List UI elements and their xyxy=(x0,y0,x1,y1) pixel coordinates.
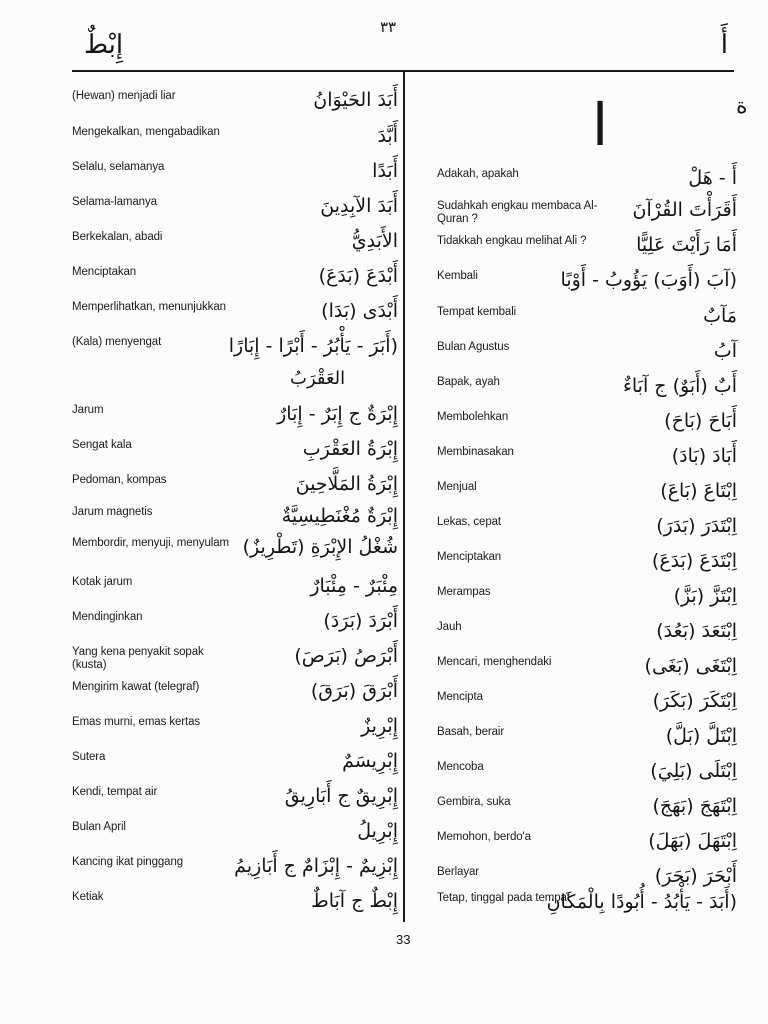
dictionary-entry xyxy=(72,502,398,534)
indonesian-meaning: Emas murni, emas kertas xyxy=(72,716,201,728)
arabic-word: إِبْرِيلُ xyxy=(357,820,398,842)
dictionary-entry xyxy=(437,687,737,719)
dictionary-entry xyxy=(437,827,737,859)
indonesian-meaning: (Kala) menyengat xyxy=(72,336,162,348)
dictionary-entry xyxy=(437,302,737,334)
dictionary-entry xyxy=(72,332,398,364)
dictionary-entry xyxy=(437,337,737,369)
indonesian-meaning: Lekas, cepat xyxy=(437,516,502,528)
dictionary-entry xyxy=(437,757,737,789)
arabic-word: مِئْبَرٌ - مِئْبَارٌ xyxy=(310,575,398,597)
dictionary-entry xyxy=(72,262,398,294)
indonesian-meaning: Bulan April xyxy=(72,821,126,833)
arabic-word: أَبْرَدَ (بَرَدَ) xyxy=(323,610,398,632)
dictionary-entry xyxy=(72,227,398,259)
dictionary-entry xyxy=(437,164,737,196)
dictionary-entry xyxy=(72,712,398,744)
arabic-word: اِبْتَعَدَ (بَعُدَ) xyxy=(656,620,737,642)
arabic-word: إِبْرِيسَمٌ xyxy=(342,750,398,772)
dictionary-entry xyxy=(437,407,737,439)
guide-word-right: أَ xyxy=(720,30,728,60)
arabic-word: اِبْتَزَّ (بَزَّ) xyxy=(673,585,737,607)
arabic-word: أَبَدًا xyxy=(372,160,398,182)
indonesian-meaning: Yang kena penyakit sopak (kusta) xyxy=(72,646,204,671)
arabic-word: (آبَ (أَوَبَ) يَؤُوبُ - أَوْبًا xyxy=(560,269,737,291)
arabic-word: أَبٌ (أَبَوٌ) ج آبَاءٌ xyxy=(622,375,737,397)
indonesian-meaning: Memperlihatkan, menunjukkan xyxy=(72,301,226,313)
dictionary-entry xyxy=(72,470,398,502)
dictionary-entry xyxy=(72,157,398,189)
dictionary-entry xyxy=(437,888,737,920)
indonesian-meaning: Bulan Agustus xyxy=(437,341,510,353)
dictionary-entry xyxy=(72,533,398,565)
arabic-word: اِبْتَغَى (بَغَى) xyxy=(644,655,737,677)
dictionary-entry xyxy=(72,572,398,604)
arabic-word: أَبَاحَ (بَاحَ) xyxy=(664,410,737,432)
arabic-word: اِبْتَكَرَ (بَكَرَ) xyxy=(652,690,737,712)
indonesian-meaning: Mengekalkan, mengabadikan xyxy=(72,126,220,138)
indonesian-meaning: Basah, berair xyxy=(437,726,505,738)
dictionary-entry xyxy=(72,86,398,118)
indonesian-meaning: Berkekalan, abadi xyxy=(72,231,163,243)
dictionary-entry xyxy=(437,477,737,509)
page-number: 33 xyxy=(396,932,411,947)
dictionary-entry xyxy=(437,582,737,614)
indonesian-meaning: Merampas xyxy=(437,586,491,598)
arabic-word: إِبْرَةُ المَلَّاحِينَ xyxy=(295,473,398,495)
arabic-word: أَ - هَلْ xyxy=(688,167,737,189)
arabic-word: الأَبَدِيُّ xyxy=(351,230,398,252)
dictionary-entry xyxy=(437,652,737,684)
indonesian-meaning: Gembira, suka xyxy=(437,796,511,808)
arabic-word: اِبْتَهَلَ (بَهَلَ) xyxy=(648,830,737,852)
indonesian-meaning: Menciptakan xyxy=(437,551,502,563)
indonesian-meaning: Tempat kembali xyxy=(437,306,517,318)
indonesian-meaning: Mencoba xyxy=(437,761,484,773)
indonesian-meaning: Pedoman, kompas xyxy=(72,474,167,486)
dictionary-entry xyxy=(437,231,737,263)
indonesian-meaning: Membinasakan xyxy=(437,446,514,458)
arabic-word: إِبْزِيمٌ - إِبْزَامٌ ج أَبَازِيمُ xyxy=(234,855,398,877)
arabic-word: إِبْرَةُ العَقْرَبِ xyxy=(302,438,398,460)
arabic-word: آبُ xyxy=(713,340,737,362)
indonesian-meaning: Mencari, menghendaki xyxy=(437,656,552,668)
indonesian-meaning: Jauh xyxy=(437,621,462,633)
arabic-word: إِبْرِيزٌ xyxy=(361,715,398,737)
arabic-word: أَمَا رَأَيْتَ عَلِيًّا xyxy=(636,234,737,256)
indonesian-meaning: (Hewan) menjadi liar xyxy=(72,90,176,102)
indonesian-meaning: Membordir, menyuji, menyulam xyxy=(72,537,229,549)
arabic-word: إِبْرِيقٌ ج أَبَارِيقُ xyxy=(284,785,398,807)
arabic-word: اِبْتَهَجَ (بَهَجَ) xyxy=(652,795,737,817)
indonesian-meaning: Memohon, berdo'a xyxy=(437,831,531,843)
indonesian-meaning: Jarum xyxy=(72,404,104,416)
indonesian-meaning: Mengirim kawat (telegraf) xyxy=(72,681,200,693)
indonesian-meaning: Jarum magnetis xyxy=(72,506,153,518)
dictionary-entry xyxy=(437,196,737,228)
dictionary-entry xyxy=(437,792,737,824)
indonesian-meaning: Kotak jarum xyxy=(72,576,133,588)
arabic-word: أَبْرَصُ (بَرَصَ) xyxy=(294,645,398,667)
dictionary-entry xyxy=(72,607,398,639)
arabic-word: اِبْتَلَى (بَلِيَ) xyxy=(650,760,737,782)
arabic-word: أَقَرَأْتَ القُرْآنَ xyxy=(632,199,737,221)
indonesian-meaning: Sutera xyxy=(72,751,106,763)
arabic-word: إِبْرَةٌ ج إِبَرٌ - إِبَارٌ xyxy=(277,403,398,425)
arabic-word: أَبْدَى (بَدَا) xyxy=(321,300,398,322)
arabic-word: (أَبَرَ - يَأْبُرُ - أَبْرًا - إِبَارًا xyxy=(228,335,398,357)
dictionary-entry xyxy=(437,547,737,579)
arabic-word: أَبَادَ (بَادَ) xyxy=(671,445,737,467)
dictionary-entry xyxy=(437,372,737,404)
indonesian-meaning: Ketiak xyxy=(72,891,104,903)
indonesian-meaning: Kancing ikat pinggang xyxy=(72,856,184,868)
dictionary-entry xyxy=(72,887,398,919)
dictionary-entry xyxy=(72,435,398,467)
indonesian-meaning: Mencipta xyxy=(437,691,483,703)
arabic-word: أَبَّدَ xyxy=(377,125,398,147)
dictionary-entry xyxy=(72,782,398,814)
dictionary-entry xyxy=(437,722,737,754)
indonesian-meaning: Tetap, tinggal pada tempat xyxy=(437,892,570,904)
arabic-word: اِبْتَاعَ (بَاعَ) xyxy=(660,480,737,502)
arabic-word: أَبَدَ الآبِدِينَ xyxy=(320,195,398,217)
arabic-word: اِبْتَدَرَ (بَدَرَ) xyxy=(656,515,737,537)
arabic-word: أَبْرَقَ (بَرَقَ) xyxy=(310,680,398,702)
arabic-word: اِبْتَدَعَ (بَدَعَ) xyxy=(651,550,737,572)
dictionary-entry xyxy=(72,400,398,432)
dictionary-entry xyxy=(72,747,398,779)
dictionary-entry xyxy=(437,512,737,544)
dictionary-entry xyxy=(72,297,398,329)
indonesian-meaning: Selama-lamanya xyxy=(72,196,157,208)
dictionary-entry xyxy=(72,122,398,154)
arabic-word: إِبْرَةٌ مُغْنَطِيسِيَّةٌ xyxy=(281,505,398,527)
indonesian-meaning: Bapak, ayah xyxy=(437,376,500,388)
arabic-word: أَبْدَعَ (بَدَعَ) xyxy=(318,265,398,287)
indonesian-meaning: Mendinginkan xyxy=(72,611,143,623)
dictionary-entry xyxy=(72,852,398,884)
arabic-word: شُغْلُ الإِبْرَةِ (تَطْرِيزٌ) xyxy=(242,536,398,558)
left-subheading: العَقْرَبُ xyxy=(290,368,346,389)
arabic-word: أَبَدَ الحَيْوَانُ xyxy=(313,89,398,111)
dictionary-entry xyxy=(437,617,737,649)
dictionary-entry xyxy=(437,266,737,298)
dictionary-entry xyxy=(72,642,398,674)
section-letter: ا xyxy=(592,91,609,159)
indonesian-meaning: Adakah, apakah xyxy=(437,168,519,180)
dictionary-entry xyxy=(437,442,737,474)
dictionary-entry xyxy=(72,192,398,224)
arabic-word: مَآبٌ xyxy=(703,305,737,327)
column-divider xyxy=(403,72,405,922)
indonesian-meaning: Sudahkah engkau membaca Al-Quran ? xyxy=(437,200,598,225)
indonesian-meaning: Berlayar xyxy=(437,866,480,878)
arabic-word: أَبْحَرَ (بَحَرَ) xyxy=(654,865,737,887)
indonesian-meaning: Sengat kala xyxy=(72,439,132,451)
indonesian-meaning: Menjual xyxy=(437,481,477,493)
corner-letter: ة xyxy=(736,94,748,119)
indonesian-meaning: Tidakkah engkau melihat Ali ? xyxy=(437,235,587,247)
arabic-word: إِبْطٌ ج آبَاطٌ xyxy=(311,890,398,912)
arabic-word: اِبْتَلَّ (بَلَّ) xyxy=(665,725,737,747)
arabic-word: (أَبَدَ - يَأْبُدُ - أُبُودًا بِالْمَكَانِ xyxy=(546,891,737,913)
indonesian-meaning: Selalu, selamanya xyxy=(72,161,165,173)
indonesian-meaning: Membolehkan xyxy=(437,411,509,423)
indonesian-meaning: Kembali xyxy=(437,270,478,282)
guide-word-left: إِبْطٌ xyxy=(84,30,124,60)
arabic-page-number: ٣٣ xyxy=(380,18,397,36)
dictionary-entry xyxy=(72,677,398,709)
dictionary-entry xyxy=(72,817,398,849)
indonesian-meaning: Menciptakan xyxy=(72,266,137,278)
indonesian-meaning: Kendi, tempat air xyxy=(72,786,158,798)
